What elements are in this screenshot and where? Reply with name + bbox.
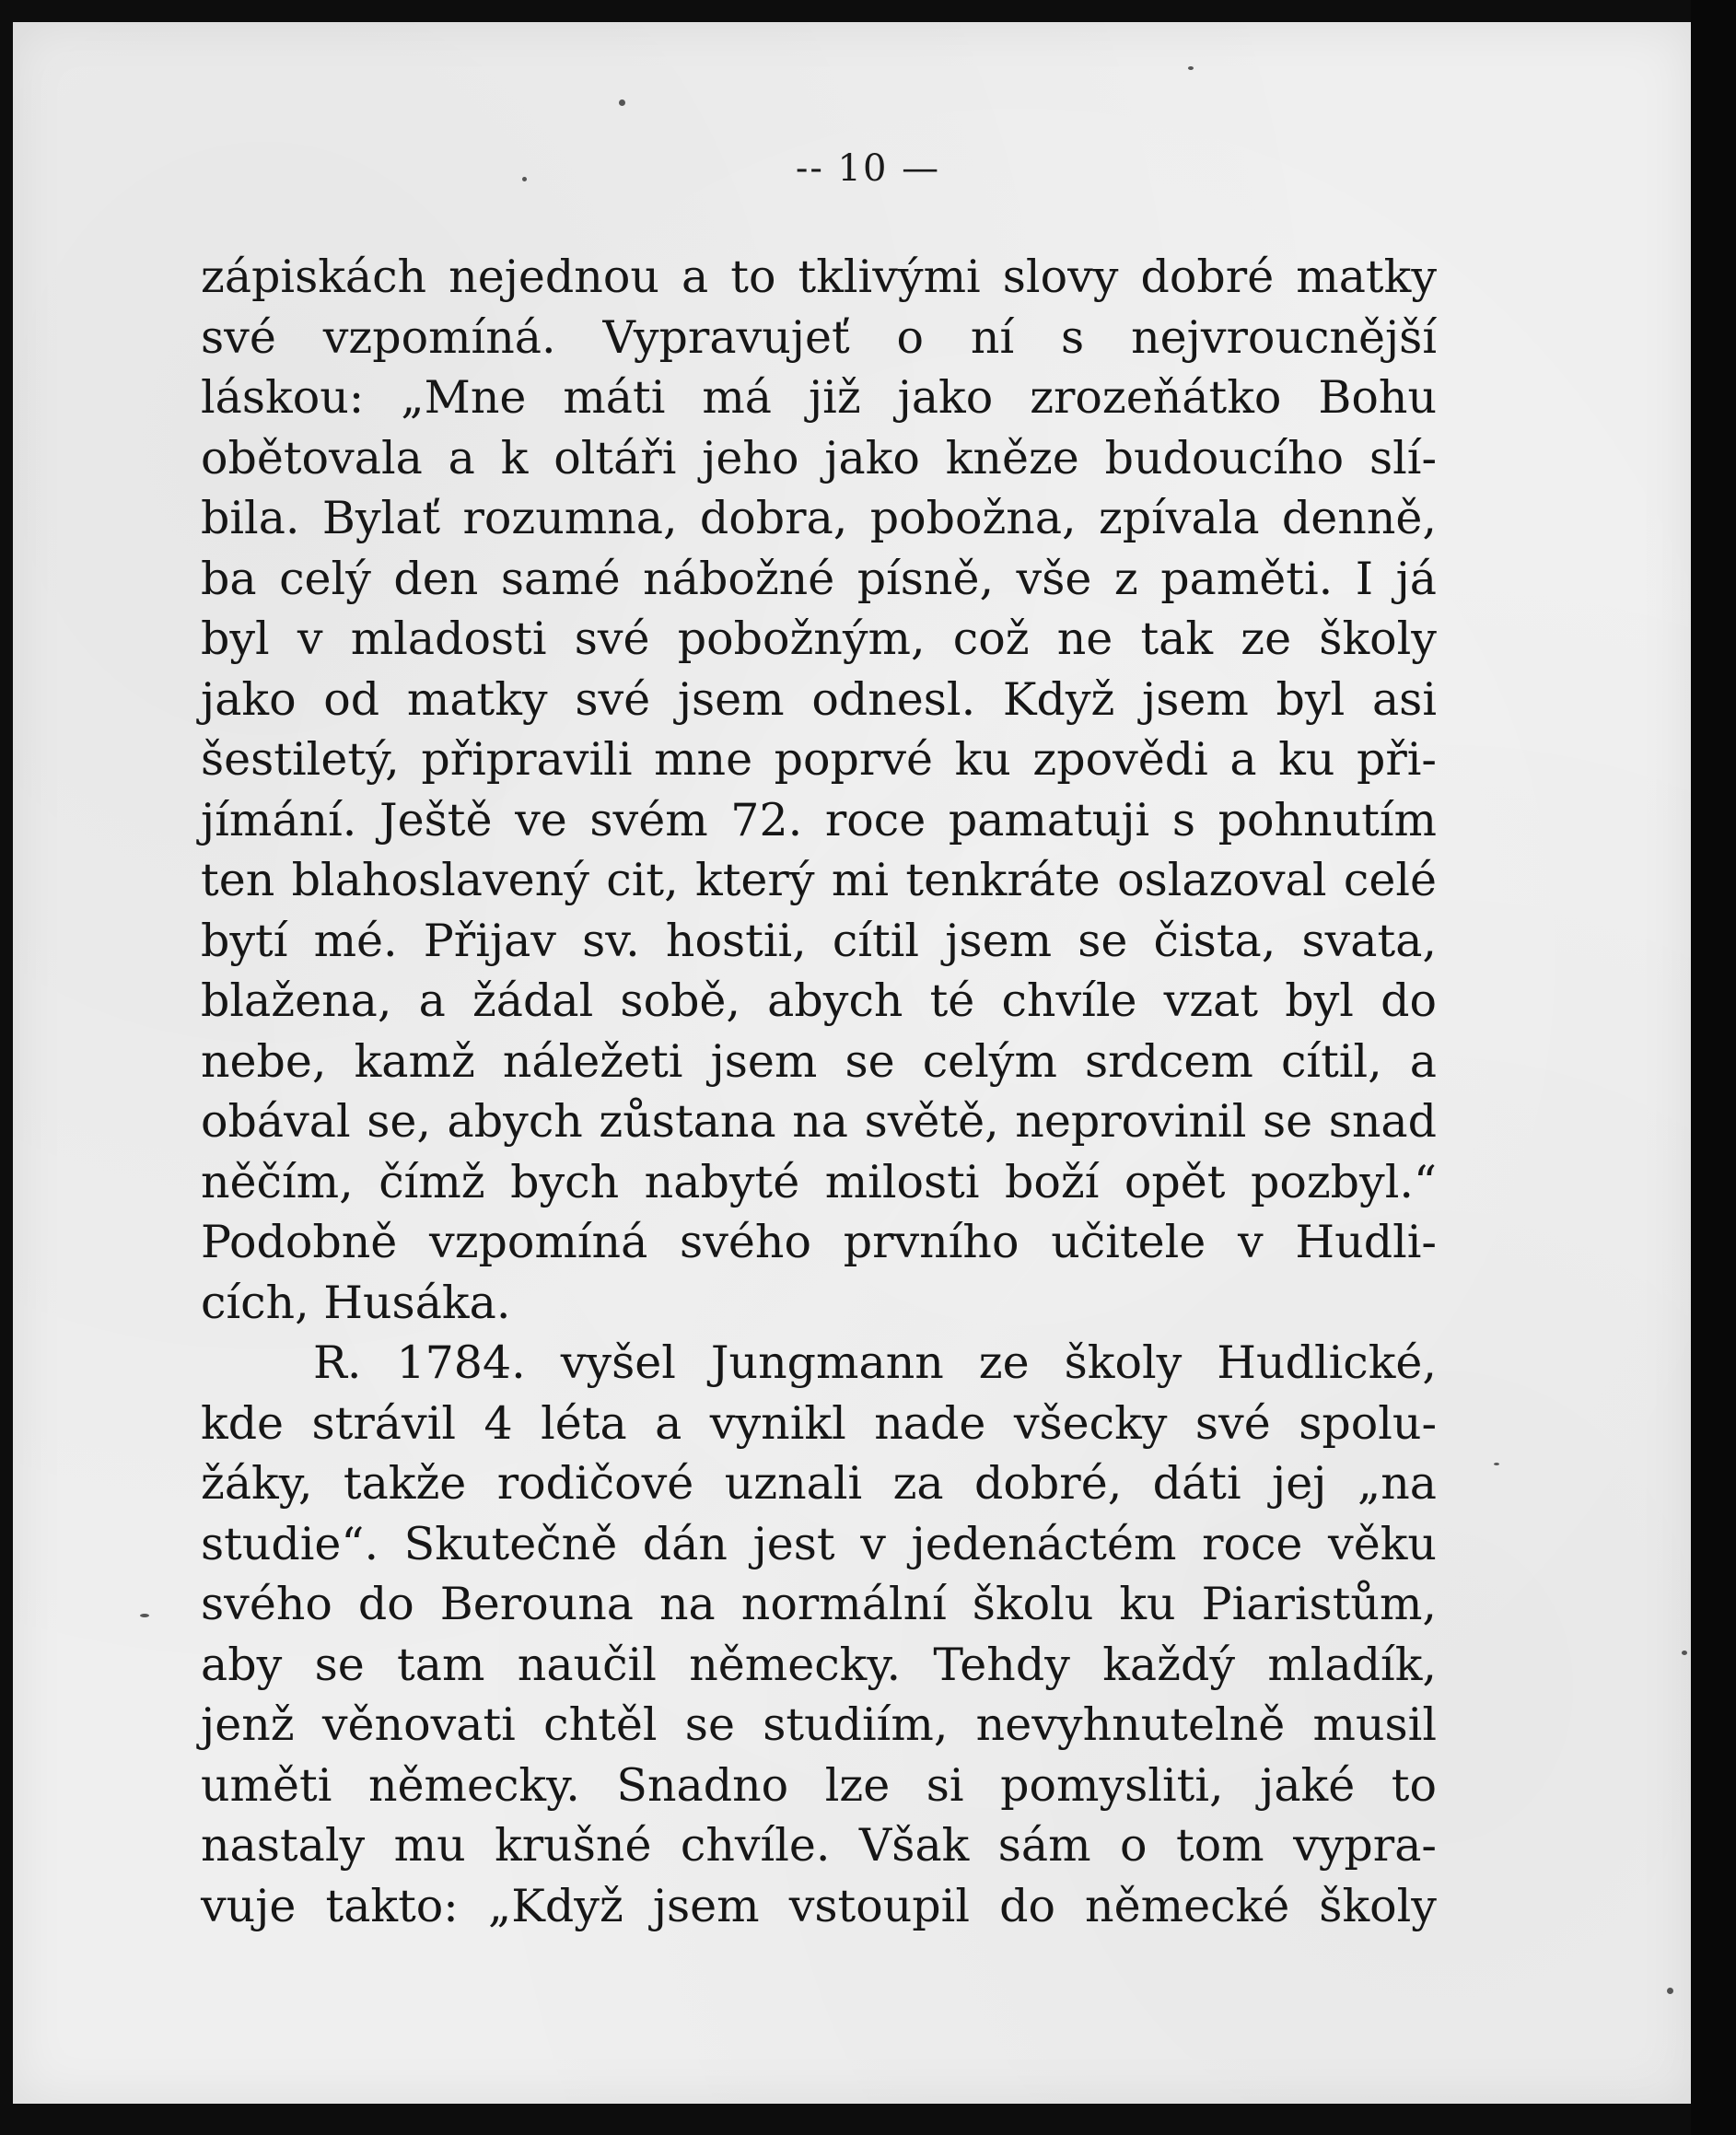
paragraph-end-line: cích, Husáka. [201,1276,511,1329]
text-line: byl v mladosti své pobožným, což ne tak ze školy [201,612,1437,665]
paragraph-start-line: R. 1784. vyšel Jungmann ze školy Hudlické, [313,1336,1437,1389]
text-line: vuje takto: „Když jsem vstoupil do německé školy [201,1879,1437,1932]
text-line: jenž věnovati chtěl se studiím, nevyhnutelně musil [201,1698,1437,1751]
text-line: nastaly mu krušné chvíle. Však sám o tom vypra- [201,1819,1437,1872]
text-line: jako od matky své jsem odnesl. Když jsem byl asi [201,672,1437,726]
text-line: bytí mé. Přijav sv. hostii, cítil jsem se čista, svata, [201,914,1437,967]
text-line: nebe, kamž náležeti jsem se celým srdcem cítil, a [201,1034,1437,1088]
text-line: uměti německy. Snadno lze si pomysliti, jaké to [201,1758,1437,1812]
page-number: -- 10 — [795,147,941,190]
text-line: studie“. Skutečně dán jest v jedenáctém roce věku [201,1517,1437,1570]
text-line: šestiletý, připravili mne poprvé ku zpovědi a ku při- [201,733,1437,786]
dust-speck [1188,66,1194,70]
text-line: bila. Bylať rozumna, dobra, pobožna, zpívala denně, [201,492,1437,544]
text-line: zápiskách nejednou a to tklivými slovy dobré matky [201,251,1437,303]
text-line: kde strávil 4 léta a vynikl nade všecky své spolu- [201,1396,1437,1450]
text-line: láskou: „Mne máti má již jako zrozeňátko Bohu [201,371,1437,424]
text-line: ten blahoslavený cit, který mi tenkráte oslazoval celé [201,854,1437,906]
dust-speck [619,99,625,106]
text-line: jímání. Ještě ve svém 72. roce pamatuji s pohnutím [201,793,1437,846]
body-text [201,247,1437,1936]
text-line: Podobně vzpomíná svého prvního učitele v Hudli- [201,1216,1437,1268]
dust-speck [140,1614,149,1617]
page-edge-shadow [1691,0,1736,2135]
dust-speck [1667,1988,1673,1994]
text-line: ba celý den samé nábožné písně, vše z paměti. I já [201,552,1437,605]
dust-speck [1682,1651,1687,1655]
dust-speck [1494,1463,1499,1465]
text-line: obával se, abych zůstana na světě, neprovinil se snad [201,1095,1437,1148]
text-line: něčím, čímž bych nabyté milosti boží opět pozbyl.“ [201,1155,1437,1208]
text-line: svého do Berouna na normální školu ku Piaristům, [201,1578,1437,1630]
text-line: žáky, takže rodičové uznali za dobré, dáti jej „na [201,1457,1437,1510]
text-line: blažena, a žádal sobě, abych té chvíle vzat byl do [201,974,1437,1027]
text-line: aby se tam naučil německy. Tehdy každý mladík, [201,1638,1437,1691]
text-line: své vzpomíná. Vypravujeť o ní s nejvroucnější [201,310,1437,364]
text-line: obětovala a k oltáři jeho jako kněze budoucího slí- [201,431,1437,484]
